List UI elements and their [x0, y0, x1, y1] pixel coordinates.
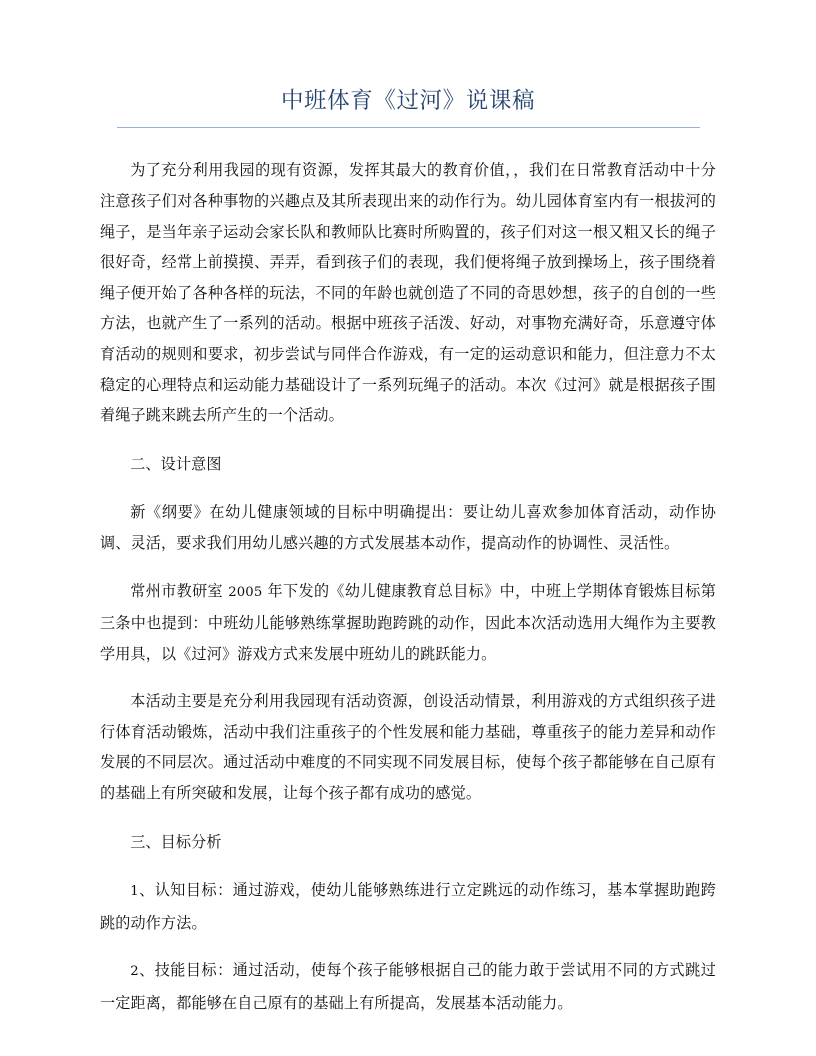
section-heading-design-intent: 二、设计意图 — [130, 454, 222, 473]
activity-description-paragraph: 本活动主要是充分利用我园现有活动资源，创设活动情景，利用游戏的方式组织孩子进行体育活动锻炼，活动中我们注重孩子的个性发展和能力基础，尊重孩子的能力差异和动作发展的不同层次。通过活动中难度的不同实现不同发展目标，使每个孩子都能够在自己原有的基础上有所突破和发展，让每个孩子都有成功的感觉。 — [100, 692, 716, 803]
goal-item-cognitive — [100, 875, 716, 938]
paragraph-suffix: 年下发的《幼儿健康教育总目标》中，中班上学期体育锻炼目标第三条中也提到：中班幼儿能够熟练掌握助跑跨跳的动作，因此本次活动选用大绳作为主要教学用具，以《过河》游戏方式来发展中班幼儿的跳跃能力。 — [100, 581, 716, 663]
goal-item-text: 技能目标：通过活动，使每个孩子能够根据自己的能力敢于尝试用不同的方式跳过一定距离，都能够在自己原有的基础上有所提高，发展基本活动能力。 — [100, 961, 716, 1013]
block-spacer — [100, 809, 716, 827]
intro-paragraph: 为了充分利用我园的现有资源，发挥其最大的教育价值，，我们在日常教育活动中十分注意孩子们对各种事物的兴趣点及其所表现出来的动作行为。幼儿园体育室内有一根拔河的绳子，是当年亲子运动会家长队和教师队比赛时所购置的，孩子们对这一根又粗又长的绳子很好奇，经常上前摸摸、弄弄，看到孩子们的表现，我们便将绳子放到操场上，孩子围绕着绳子便开始了各种各样的玩法，不同的年龄也就创造了不同的奇思妙想，孩子的自创的一些方法，也就产生了一系列的活动。根据中班孩子活泼、好动，对事物充满好奇，乐意遵守体育活动的规则和要求，初步尝试与同伴合作游戏，有一定的运动意识和能力，但注意力不太稳定的心理特点和运动能力基础设计了一系列玩绳子的活动。本次《过河》就是根据孩子围着绳子跳来跳去所产生的一个活动。 — [100, 161, 716, 425]
list-separator: 、 — [138, 961, 155, 980]
page-title: 中班体育《过河》说课稿 — [280, 88, 536, 114]
outline-goal-paragraph: 新《纲要》在幼儿健康领域的目标中明确提出：要让幼儿喜欢参加体育活动，动作协调、灵活，要求我们用幼儿感兴趣的方式发展基本动作，提高动作的协调性、灵活性。 — [100, 503, 716, 552]
paragraph-prefix: 常州市教研室 — [130, 581, 229, 600]
block-spacer — [100, 669, 716, 686]
title-block — [0, 0, 816, 128]
changzhou-standard-paragraph — [100, 576, 716, 670]
block-spacer — [100, 479, 716, 497]
list-number: 1 — [130, 884, 139, 900]
year-number: 2005 — [228, 584, 263, 600]
section-heading-goal-analysis: 三、目标分析 — [130, 832, 222, 851]
block-spacer — [100, 431, 716, 449]
list-number: 2 — [130, 964, 139, 980]
block-spacer — [100, 938, 716, 955]
block-spacer — [100, 857, 716, 875]
list-separator: 、 — [138, 881, 155, 900]
goal-item-skill — [100, 955, 716, 1018]
block-spacer — [100, 559, 716, 576]
title-divider — [117, 127, 700, 128]
goal-item-text: 认知目标：通过游戏，使幼儿能够熟练进行立定跳远的动作练习，基本掌握助跑跨跳的动作方法。 — [100, 881, 716, 932]
document-body — [0, 155, 816, 1018]
